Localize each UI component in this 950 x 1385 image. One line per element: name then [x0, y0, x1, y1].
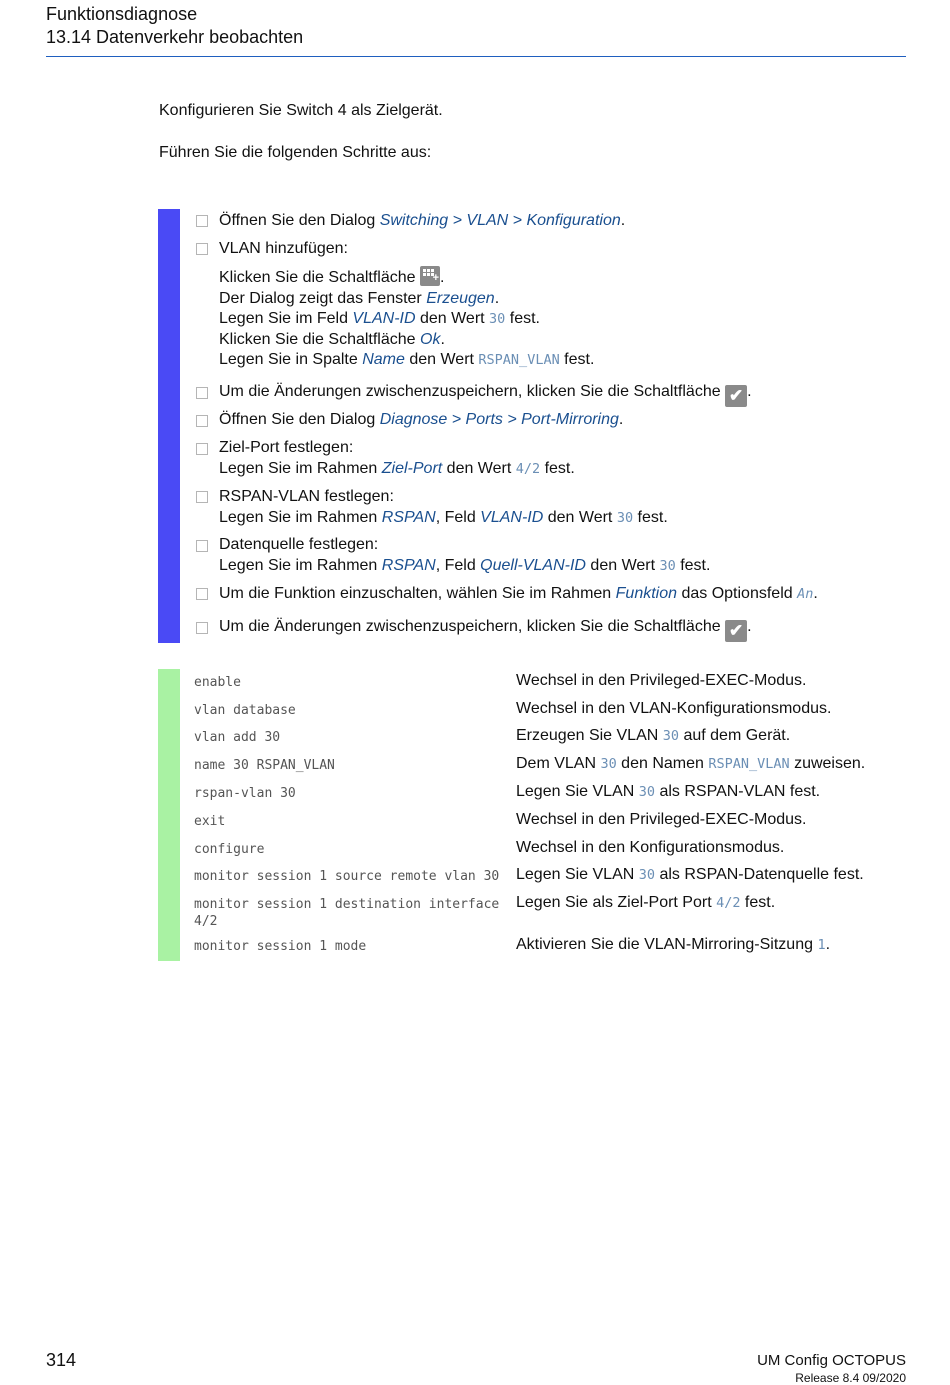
- step-add-vlan-details: Klicken Sie die Schaltfläche +. Der Dialog zeigt das Fenster Erzeugen. Legen Sie im Feld VLAN-ID den Wert 30 fest. Klicken Sie die Schaltfläche Ok. Legen Sie in Spalte Name den Wert RSPAN_VLAN fest.: [219, 266, 594, 371]
- cli-description: Legen Sie als Ziel-Port Port 4/2 fest.: [516, 894, 776, 911]
- cli-description: Legen Sie VLAN 30 als RSPAN-Datenquelle fest.: [516, 866, 864, 883]
- step-enable-function: Um die Funktion einzuschalten, wählen Sie im Rahmen Funktion das Optionsfeld An.: [219, 585, 818, 602]
- intro-text: Konfigurieren Sie Switch 4 als Zielgerät.: [159, 102, 443, 119]
- gui-steps-marker: [158, 209, 180, 643]
- cli-command: monitor session 1 destination interface 4/2: [194, 897, 500, 929]
- add-table-icon[interactable]: [420, 266, 440, 286]
- cli-command: vlan database: [194, 703, 296, 718]
- cli-description: Aktivieren Sie die VLAN-Mirroring-Sitzung 1.: [516, 936, 831, 953]
- step-add-vlan-title: VLAN hinzufügen:: [219, 240, 348, 257]
- chapter-title: Funktionsdiagnose: [46, 4, 198, 24]
- step-checkbox: [196, 540, 208, 552]
- checkmark-icon[interactable]: ✔: [725, 620, 747, 642]
- step-checkbox: [196, 443, 208, 455]
- header-divider: [46, 56, 906, 57]
- cli-description: Wechsel in den Privileged-EXEC-Modus.: [516, 811, 807, 828]
- step-target-port: Ziel-Port festlegen: Legen Sie im Rahmen Ziel-Port den Wert 4/2 fest.: [219, 439, 575, 477]
- step-checkbox: [196, 243, 208, 255]
- cli-command: configure: [194, 842, 265, 857]
- cli-description: Wechsel in den VLAN-Konfigurationsmodus.: [516, 700, 832, 717]
- cli-description: Dem VLAN 30 den Namen RSPAN_VLAN zuweisen.: [516, 755, 866, 772]
- cli-command: monitor session 1 source remote vlan 30: [194, 869, 500, 884]
- checkmark-icon[interactable]: ✔: [725, 385, 747, 407]
- step-checkbox: [196, 215, 208, 227]
- step-save-changes: Um die Änderungen zwischenzuspeichern, klicken Sie die Schaltfläche ✔ .: [219, 383, 752, 405]
- cli-command: name 30 RSPAN_VLAN: [194, 758, 335, 773]
- step-checkbox: [196, 622, 208, 634]
- page-number: 314: [46, 1350, 77, 1370]
- dialog-path-link[interactable]: Switching > VLAN > Konfiguration: [379, 212, 621, 229]
- document-title: UM Config OCTOPUS: [757, 1352, 906, 1369]
- intro-instruction: Führen Sie die folgenden Schritte aus:: [159, 144, 432, 161]
- step-save-changes-2: Um die Änderungen zwischenzuspeichern, klicken Sie die Schaltfläche ✔ .: [219, 618, 752, 640]
- step-open-port-mirroring: Öffnen Sie den Dialog Diagnose > Ports > Port-Mirroring.: [219, 411, 624, 428]
- step-checkbox: [196, 415, 208, 427]
- cli-command: vlan add 30: [194, 730, 281, 745]
- cli-command: rspan-vlan 30: [194, 786, 296, 801]
- step-open-vlan-config: Öffnen Sie den Dialog Switching > VLAN > Konfiguration.: [219, 212, 626, 229]
- dialog-path-link[interactable]: Diagnose > Ports > Port-Mirroring: [379, 411, 619, 428]
- step-rspan-vlan: RSPAN-VLAN festlegen: Legen Sie im Rahmen RSPAN, Feld VLAN-ID den Wert 30 fest.: [219, 488, 668, 526]
- release-info: Release 8.4 09/2020: [795, 1371, 906, 1385]
- step-checkbox: [196, 491, 208, 503]
- step-data-source: Datenquelle festlegen: Legen Sie im Rahmen RSPAN, Feld Quell-VLAN-ID den Wert 30 fest.: [219, 536, 711, 574]
- step-checkbox: [196, 588, 208, 600]
- section-title: 13.14 Datenverkehr beobachten: [46, 27, 304, 47]
- cli-command: enable: [194, 675, 241, 690]
- cli-description: Wechsel in den Privileged-EXEC-Modus.: [516, 672, 807, 689]
- cli-command: exit: [194, 814, 226, 829]
- cli-steps-marker: [158, 669, 180, 961]
- cli-description: Legen Sie VLAN 30 als RSPAN-VLAN fest.: [516, 783, 821, 800]
- cli-description: Wechsel in den Konfigurationsmodus.: [516, 839, 785, 856]
- step-checkbox: [196, 387, 208, 399]
- cli-command: monitor session 1 mode: [194, 939, 367, 954]
- cli-description: Erzeugen Sie VLAN 30 auf dem Gerät.: [516, 727, 791, 744]
